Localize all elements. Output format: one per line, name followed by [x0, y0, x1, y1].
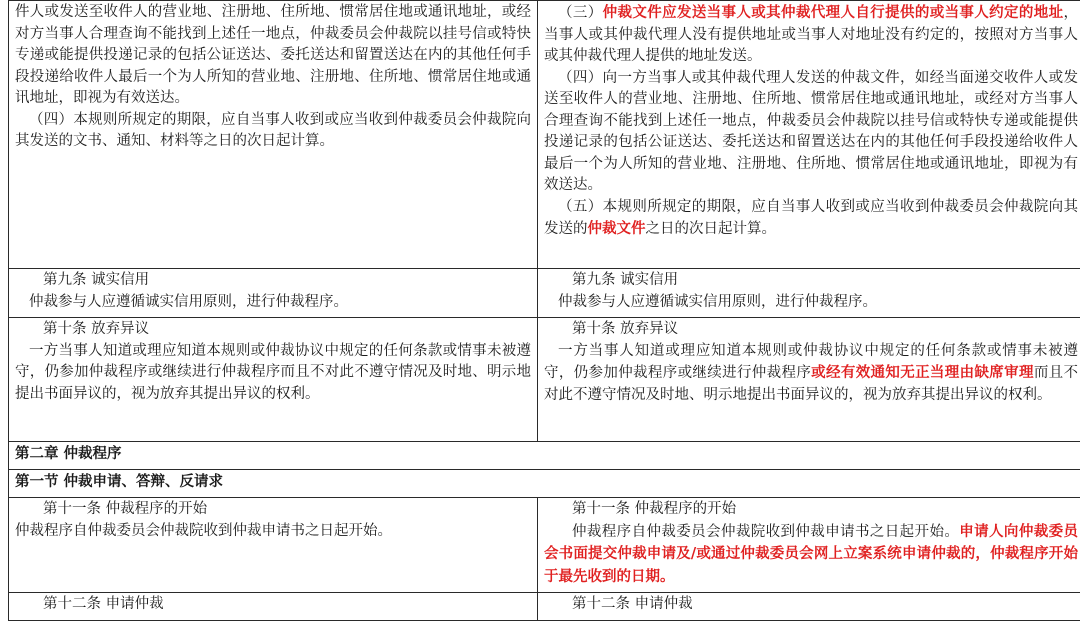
- article-body: [544, 521, 1078, 589]
- new-period-paragraph: [544, 197, 1078, 241]
- article-title: 第九条 诚实信用: [572, 272, 679, 288]
- amended-text: 仲裁文件应发送当事人或其仲裁代理人自行提供的或当事人约定的地址: [602, 4, 1064, 21]
- table-row: [9, 269, 1080, 318]
- paragraph-text: 仲裁程序自仲裁委员会仲裁院收到仲裁申请书之日起开始。: [572, 523, 960, 540]
- new-rule-cell: [538, 1, 1080, 269]
- old-rule-cell: [9, 269, 538, 318]
- table-row: [9, 1, 1080, 269]
- article-title: 第十二条 申请仲裁: [43, 596, 164, 612]
- new-service-paragraph: （四）向一方当事人或其仲裁代理人发送的仲裁文件，如经当面递交收件人或发送至收件人的营业地、注册地、住所地、惯常居住地或通讯地址，或经对方当事人合理查询不能找到上述任一地点，仲裁委员会仲裁院以挂号信或特快专递或能提供投递记录的包括公证送达、委托送达和留置送达在内的其他任何手段投递给收件人最后一个为人所知的营业地、注册地、住所地、惯常居住地或通讯地址，即视为有效送达。: [544, 69, 1078, 193]
- new-rule-cell: [538, 318, 1080, 442]
- article-body: 仲裁程序自仲裁委员会仲裁院收到仲裁申请书之日起开始。: [15, 522, 392, 539]
- article-body: 仲裁参与人应遵循诚实信用原则，进行仲裁程序。: [558, 293, 877, 310]
- article-title: 第十条 放弃异议: [572, 321, 679, 337]
- amended-text: 仲裁文件: [587, 220, 646, 237]
- paragraph-text: 而且不对此不遵守情况及时地、明示地提出书面异议的，视为放弃其提出异议的权利。: [544, 365, 1079, 403]
- table-row: [9, 470, 1080, 498]
- article-title: 第十条 放弃异议: [43, 321, 150, 337]
- article-body: 仲裁参与人应遵循诚实信用原则，进行仲裁程序。: [29, 293, 348, 310]
- paragraph-text: 一方当事人知道或理应知道本规则或仲裁协议中规定的任何条款或情事未被遵守，仍参加仲裁程序或继续进行仲裁程序: [544, 342, 1078, 381]
- old-rule-cell: [9, 1, 538, 269]
- chapter-heading: 第二章 仲裁程序: [9, 442, 1080, 470]
- amended-text: 申请人向仲裁委员会书面提交仲裁申请及/或通过仲裁委员会网上立案系统申请仲裁的，仲裁程序开始于最先收到的日期。: [544, 522, 1079, 585]
- old-rule-cell: [9, 498, 538, 593]
- paragraph-number: （三）: [558, 5, 603, 21]
- paragraph-text: （五）本规则所规定的期限，应自当事人收到或应当收到仲裁委员会仲裁院向其发送的: [544, 198, 1078, 237]
- article-body: [544, 341, 1078, 407]
- old-period-paragraph: （四）本规则所规定的期限，应自当事人收到或应当收到仲裁委员会仲裁院向其发送的文书、通知、材料等之日的次日起计算。: [15, 111, 531, 149]
- old-rule-cell: [9, 593, 538, 621]
- new-rule-cell: [538, 593, 1080, 621]
- document-page: [8, 0, 1079, 621]
- new-address-paragraph: [544, 2, 1078, 68]
- table-row: [9, 318, 1080, 442]
- new-rule-cell: [538, 269, 1080, 318]
- old-rule-cell: [9, 318, 538, 442]
- new-rule-cell: [538, 498, 1080, 593]
- article-title: 第十一条 仲裁程序的开始: [43, 501, 208, 517]
- article-title: 第十二条 申请仲裁: [572, 596, 693, 612]
- paragraph-text: ，当事人或其仲裁代理人没有提供地址或当事人对地址没有约定的，按照对方当事人或其仲裁代理人提供的地址发送。: [544, 5, 1079, 64]
- amended-text: 或经有效通知无正当理由缺席审理: [811, 364, 1034, 381]
- table-row: [9, 593, 1080, 621]
- article-title: 第十一条 仲裁程序的开始: [572, 501, 737, 517]
- article-title: 第九条 诚实信用: [43, 272, 150, 288]
- table-row: [9, 442, 1080, 470]
- table-row: [9, 498, 1080, 593]
- rule-comparison-table: [8, 0, 1080, 621]
- old-service-paragraph: 件人或发送至收件人的营业地、注册地、住所地、惯常居住地或通讯地址，或经对方当事人合理查询不能找到上述任一地点，仲裁委员会仲裁院以挂号信或特快专递或能提供投递记录的包括公证送达、委托送达和留置送达在内的其他任何手段投递给收件人最后一个为人所知的营业地、注册地、住所地、惯常居住地或通讯地址，即视为有效送达。: [15, 4, 531, 106]
- article-body: 一方当事人知道或理应知道本规则或仲裁协议中规定的任何条款或情事未被遵守，仍参加仲裁程序或继续进行仲裁程序而且不对此不遵守情况及时地、明示地提出书面异议的，视为放弃其提出异议的权利。: [15, 342, 531, 402]
- section-heading: 第一节 仲裁申请、答辩、反请求: [9, 470, 1080, 498]
- paragraph-text: 之日的次日起计算。: [645, 221, 776, 237]
